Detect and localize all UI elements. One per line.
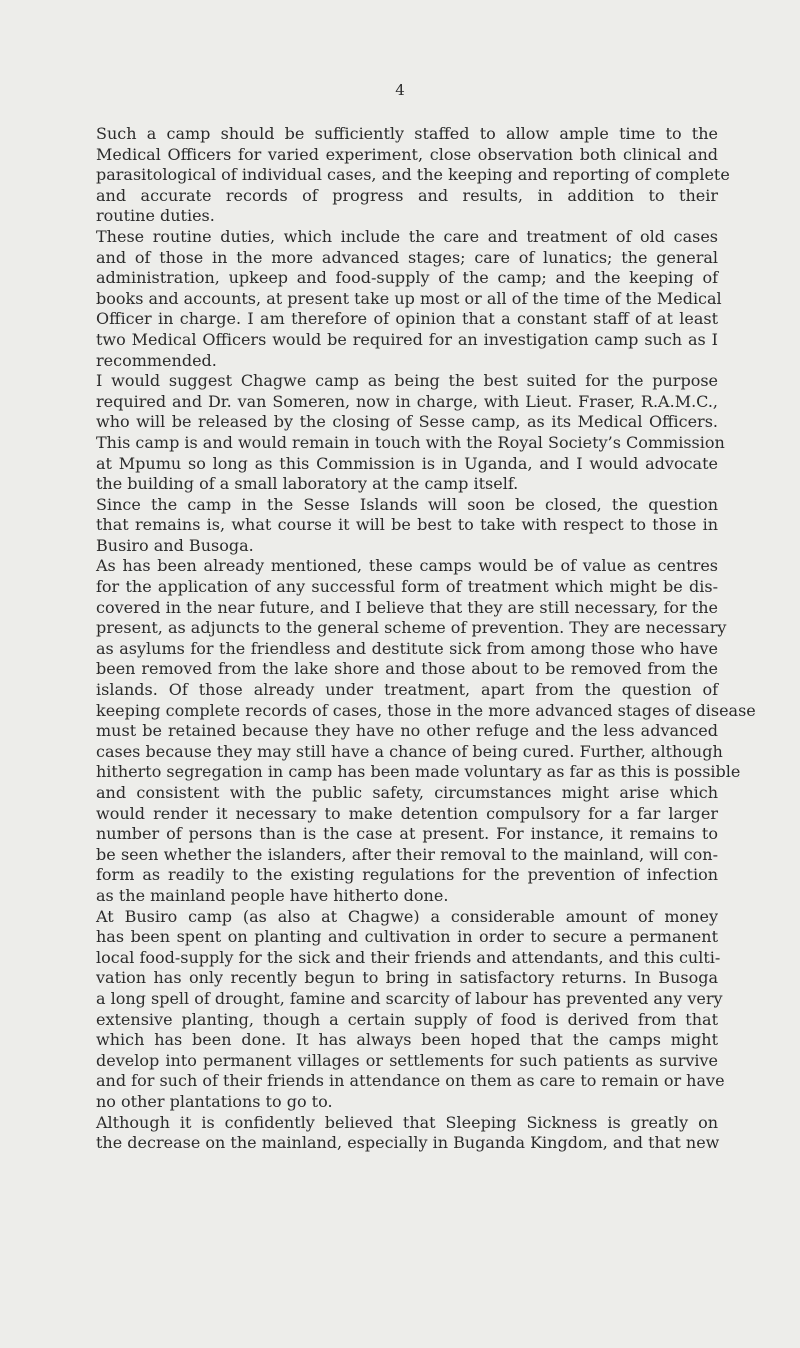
text-line: Busiro and Busoga. [96,535,254,555]
text-line: and for such of their friends in attendance on them as care to remain or have [96,1071,725,1091]
text-line: hitherto segregation in camp has been made voluntary as far as this is possible [96,762,741,782]
text-line: Medical Officers for varied experiment, close observation both clinical and [96,144,718,164]
paragraph [96,124,730,227]
text-line: administration, upkeep and food-supply of the camp; and the keeping of [96,268,718,288]
text-line: and of those in the more advanced stages; care of lunatics; the general [96,247,718,267]
text-line: the building of a small laboratory at the camp itself. [96,474,519,494]
paragraph [96,556,756,906]
text-line: the decrease on the mainland, especially in Buganda Kingdom, and that new [96,1133,720,1153]
text-line: local food-supply for the sick and their friends and attendants, and this culti- [96,947,721,967]
paragraph [96,226,722,371]
text-line: This camp is and would remain in touch with the Royal Society’s Commission [96,432,725,452]
paragraph [96,1113,718,1154]
text-line: would render it necessary to make detention compulsory for a far larger [96,803,718,823]
text-line: at Mpumu so long as this Commission is in Uganda, and I would advocate [96,453,718,473]
text-line: a long spell of drought, famine and scarcity of labour has prevented any very [96,988,723,1008]
text-line: present, as adjuncts to the general scheme of prevention. They are necessary [96,618,727,638]
text-line: and consistent with the public safety, circumstances might arise which [96,783,718,802]
text-line: At Busiro camp (as also at Chagwe) a considerable amount of money [96,906,718,926]
text-line: Since the camp in the Sesse Islands will soon be closed, the question [96,494,718,514]
paragraph [96,371,725,495]
paragraph [96,495,718,557]
body-text [96,124,756,1154]
text-line: two Medical Officers would be required for an investigation camp such as I [96,329,718,349]
text-line: be seen whether the islanders, after their removal to the mainland, will con- [96,844,718,864]
text-line: books and accounts, at present take up most or all of the time of the Medical [96,288,722,308]
text-line: form as readily to the existing regulations for the prevention of infection [96,865,718,885]
page-number: 4 [395,81,405,99]
text-line: which has been done. It has always been hoped that the camps might [96,1030,718,1050]
text-line: as asylums for the friendless and destitute sick from among those who have [96,638,718,658]
text-line: I would suggest Chagwe camp as being the best suited for the purpose [96,371,718,391]
text-line: parasitological of individual cases, and the keeping and reporting of complete [96,165,730,185]
text-line: As has been already mentioned, these camps would be of value as centres [96,556,718,576]
text-line: These routine duties, which include the care and treatment of old cases [96,226,718,246]
text-line: covered in the near future, and I believe that they are still necessary, for the [96,597,718,617]
text-line: has been spent on planting and cultivation in order to secure a permanent [96,927,718,947]
text-line: recommended. [96,350,217,370]
text-line: routine duties. [96,206,215,226]
text-line: been removed from the lake shore and those about to be removed from the [96,659,718,679]
text-line: cases because they may still have a chance of being cured. Further, although [96,741,723,761]
text-line: required and Dr. van Someren, now in charge, with Lieut. Fraser, R.A.M.C., [96,391,718,411]
text-line: Although it is confidently believed that Sleeping Sickness is greatly on [96,1112,718,1132]
text-line: must be retained because they have no other refuge and the less advanced [96,721,718,741]
text-line: keeping complete records of cases, those in the more advanced stages of disease [96,700,756,720]
text-line: and accurate records of progress and results, in addition to their [96,185,718,205]
text-line: who will be released by the closing of Sesse camp, as its Medical Officers. [96,412,718,432]
text-line: that remains is, what course it will be best to take with respect to those in [96,515,718,535]
text-line: develop into permanent villages or settlements for such patients as survive [96,1050,718,1070]
paragraph [96,906,725,1113]
text-line: as the mainland people have hitherto done. [96,885,449,905]
text-line: islands. Of those already under treatment, apart from the question of [96,680,718,700]
text-line: vation has only recently begun to bring in satisfactory returns. In Busoga [96,968,718,988]
text-line: extensive planting, though a certain supply of food is derived from that [96,1009,718,1029]
text-line: for the application of any successful form of treatment which might be dis- [96,577,718,597]
text-line: number of persons than is the case at present. For instance, it remains to [96,824,718,844]
text-line: no other plantations to go to. [96,1091,333,1111]
text-line: Officer in charge. I am therefore of opinion that a constant staff of at least [96,309,718,329]
text-line: Such a camp should be sufficiently staffed to allow ample time to the [96,124,718,143]
